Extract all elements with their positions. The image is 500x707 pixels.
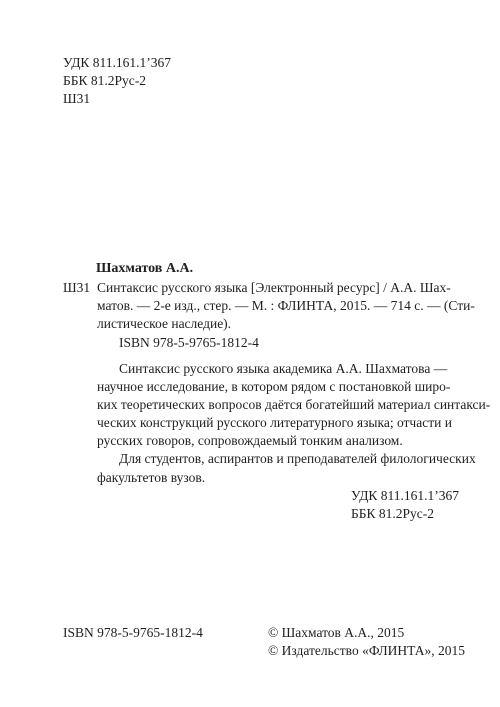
bbk-bottom: ББК 81.2Рус-2 <box>351 506 435 521</box>
udk-top: УДК 811.161.1’367 <box>63 55 172 70</box>
abstract-line: Синтаксис русского языка академика А.А. Шахматова — <box>119 361 448 376</box>
isbn-record: ISBN 978-5-9765-1812-4 <box>119 335 259 350</box>
description-line: листическое наследие). <box>97 316 232 331</box>
bbk-top: ББК 81.2Рус-2 <box>63 73 147 88</box>
copyright-publisher: © Издательство «ФЛИНТА», 2015 <box>268 643 465 658</box>
abstract-line: научное исследование, в котором рядом с постановкой широ- <box>97 379 451 394</box>
abstract-line: ких теоретических вопросов даётся богатейший материал синтакси- <box>97 397 491 412</box>
abstract-line: ческих конструкций русского литературного языка; отчасти и <box>97 415 452 430</box>
abstract-line: русских говоров, сопровождаемый тонким анализом. <box>97 433 403 448</box>
audience-line: Для студентов, аспирантов и преподавателей филологических <box>119 451 476 466</box>
audience-line: факультетов вузов. <box>97 470 206 485</box>
description-line: матов. — 2-е изд., стер. — М. : ФЛИНТА, 2015. — 714 с. — (Сти- <box>97 298 475 313</box>
author-code: Ш31 <box>63 280 91 295</box>
isbn-footer: ISBN 978-5-9765-1812-4 <box>63 625 203 640</box>
description-line: Синтаксис русского языка [Электронный ресурс] / А.А. Шах- <box>97 280 451 295</box>
udk-bottom: УДК 811.161.1’367 <box>351 488 460 503</box>
author-code-top: Ш31 <box>63 91 91 106</box>
copyright-author: © Шахматов А.А., 2015 <box>268 625 405 640</box>
author-heading: Шахматов А.А. <box>96 261 194 276</box>
